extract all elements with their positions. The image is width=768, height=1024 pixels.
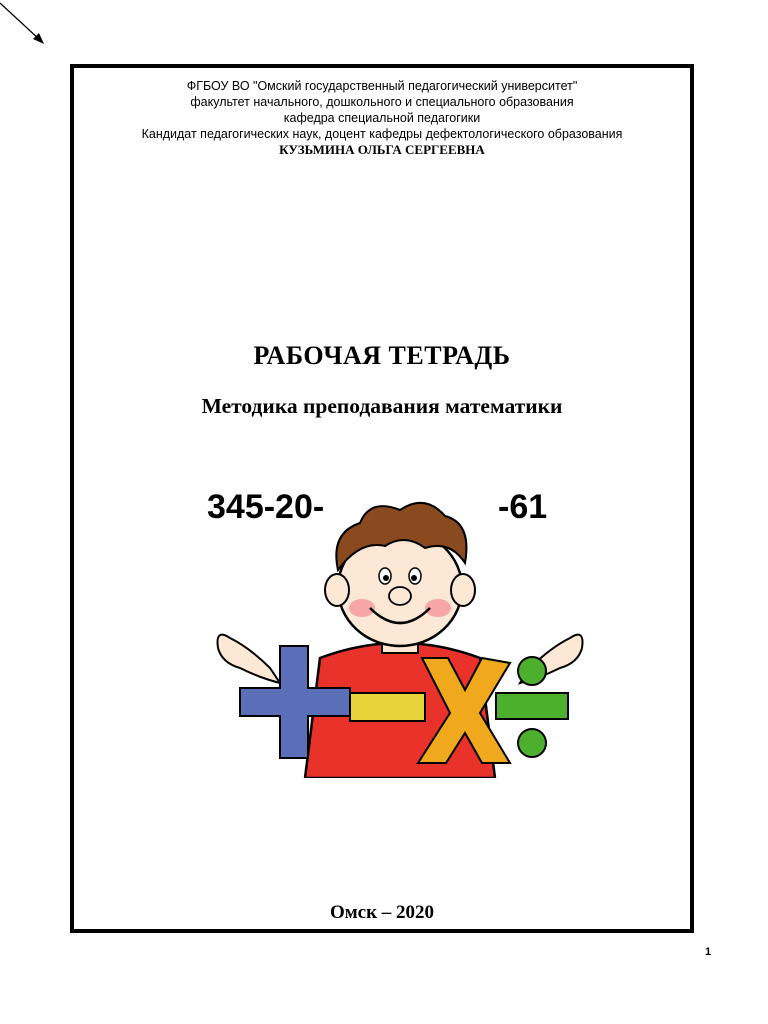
department-name: кафедра специальной педагогики	[283, 111, 481, 125]
math-expression-right: -61	[498, 488, 548, 526]
institution-header	[74, 78, 690, 158]
faculty-name: факультет начального, дошкольного и специального образования	[190, 95, 574, 109]
divide-sign-icon	[496, 657, 568, 757]
workbook-title: РАБОЧАЯ ТЕТРАДЬ	[253, 341, 511, 370]
math-expression-left: 345-20-	[207, 488, 325, 526]
author-position: Кандидат педагогических наук, доцент кафедры дефектологического образования	[141, 127, 623, 141]
workbook-subtitle: Методика преподавания математики	[201, 394, 563, 418]
city-year: Омск – 2020	[329, 902, 435, 923]
minus-sign-icon	[350, 693, 425, 721]
university-name: ФГБОУ ВО "Омский государственный педагогический университет"	[186, 79, 578, 93]
page-number: 1	[705, 946, 712, 958]
corner-arrow-icon	[0, 0, 60, 60]
cover-frame	[70, 64, 694, 933]
author-name: КУЗЬМИНА ОЛЬГА СЕРГЕЕВНА	[279, 142, 485, 157]
